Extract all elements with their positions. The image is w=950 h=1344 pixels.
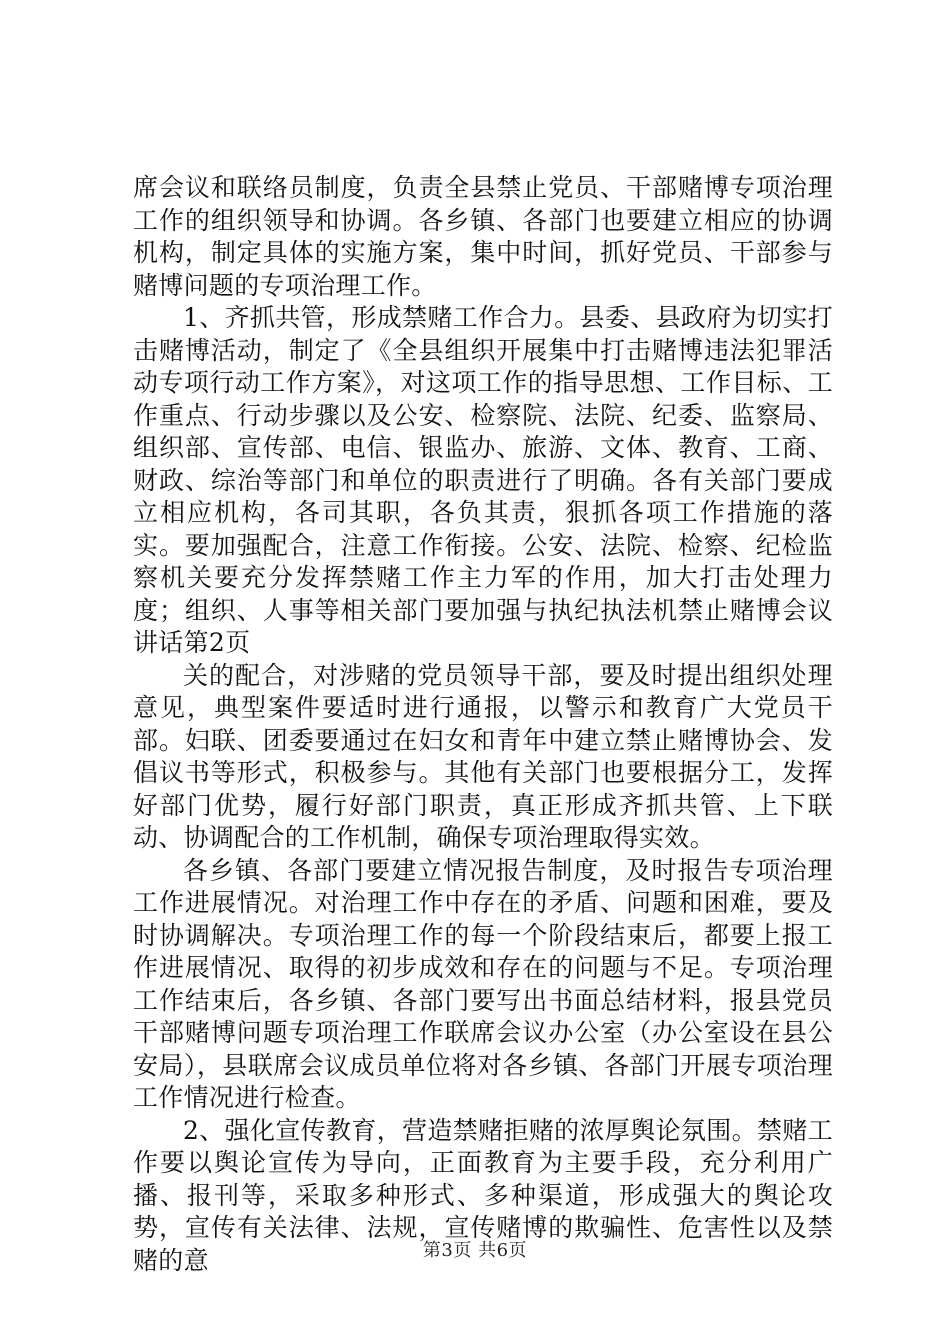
paragraph-2: 1、齐抓共管，形成禁赌工作合力。县委、县政府为切实打击赌博活动，制定了《全县组织开展集中打击赌博违法犯罪活动专项行动工作方案》，对这项工作的指导思想、工作目标、工作重点、行动步骤以及公安、检察院、法院、纪委、监察局、组织部、宣传部、电信、银监办、旅游、文体、教育、工商、财政、综治等部门和单位的职责进行了明确。各有关部门要成立相应机构，各司其职，各负其责，狠抓各项工作措施的落实。要加强配合，注意工作衔接。公安、法院、检察、纪检监察机关要充分发挥禁赌工作主力军的作用，加大打击处理力度；组织、人事等相关部门要加强与执纪执法机禁止赌博会议讲话第2页 [133, 303, 833, 657]
paragraph-5: 2、强化宣传教育，营造禁赌拒赌的浓厚舆论氛围。禁赌工作要以舆论宣传为导向，正面教育为主要手段，充分利用广播、报刊等，采取多种形式、多种渠道，形成强大的舆论攻势，宣传有关法律、法规，宣传赌博的欺骗性、危害性以及禁赌的意 [133, 1115, 833, 1275]
document-body [133, 172, 833, 1277]
paragraph-4: 各乡镇、各部门要建立情况报告制度，及时报告专项治理工作进展情况。对治理工作中存在的矛盾、问题和困难，要及时协调解决。专项治理工作的每一个阶段结束后，都要上报工作进展情况、取得的初步成效和存在的问题与不足。专项治理工作结束后，各乡镇、各部门要写出书面总结材料，报县党员干部赌博问题专项治理工作联席会议办公室（办公室设在县公安局），县联席会议成员单位将对各乡镇、各部门开展专项治理工作情况进行检查。 [133, 855, 833, 1112]
paragraph-1: 席会议和联络员制度，负责全县禁止党员、干部赌博专项治理工作的组织领导和协调。各乡镇、各部门也要建立相应的协调机构，制定具体的实施方案，集中时间，抓好党员、干部参与赌博问题的专项治理工作。 [133, 173, 833, 300]
page-footer: 第3页 共6页 [422, 1240, 528, 1261]
paragraph-3: 关的配合，对涉赌的党员领导干部，要及时提出组织处理意见，典型案件要适时进行通报，以警示和教育广大党员干部。妇联、团委要通过在妇女和青年中建立禁止赌博协会、发倡议书等形式，积极参与。其他有关部门也要根据分工，发挥好部门优势，履行好部门职责，真正形成齐抓共管、上下联动、协调配合的工作机制，确保专项治理取得实效。 [133, 660, 833, 852]
